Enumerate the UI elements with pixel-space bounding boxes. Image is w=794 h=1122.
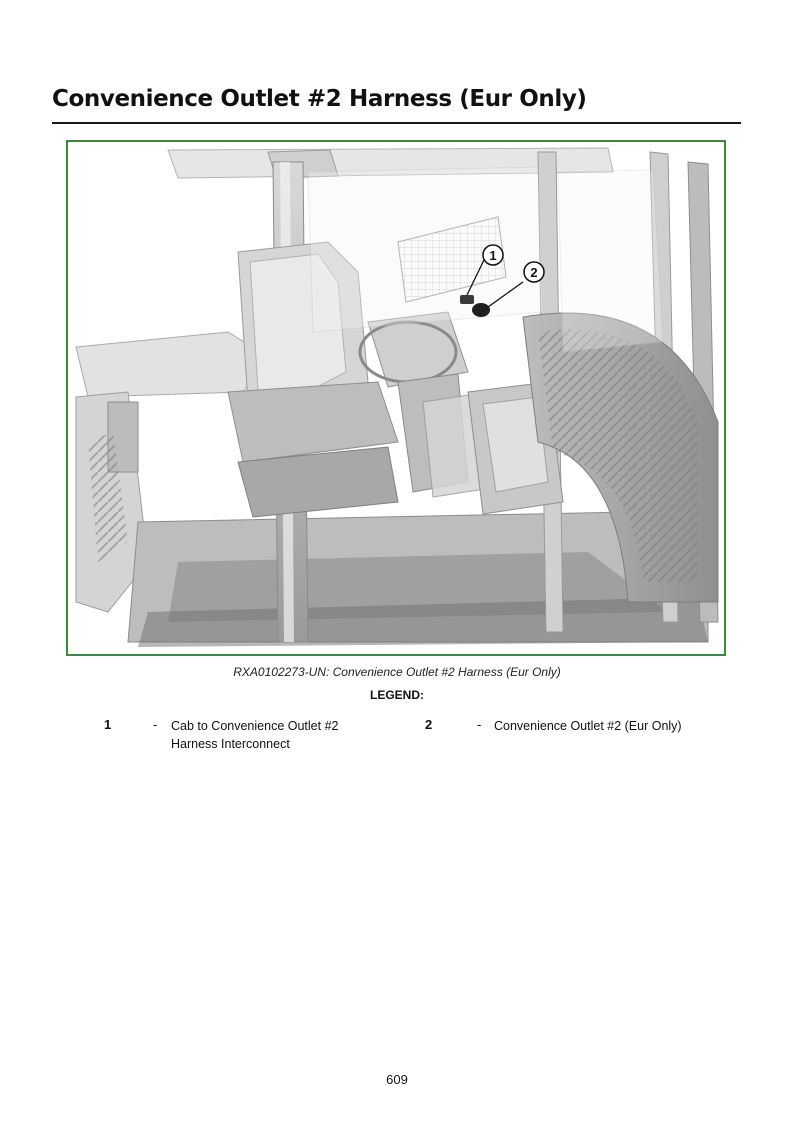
legend-item-1-description	[171, 717, 371, 753]
legend-item-2-number: 2	[425, 717, 433, 732]
outlet-part	[472, 303, 490, 317]
legend-item-1-dash: -	[153, 717, 158, 732]
legend-item-2-description	[494, 717, 734, 735]
title-divider	[52, 122, 741, 124]
legend-title: LEGEND:	[370, 688, 424, 702]
svg-text:2: 2	[530, 265, 538, 280]
legend-item-1-line1: Cab to Convenience Outlet #2	[171, 719, 339, 733]
callout-1	[483, 245, 503, 265]
page-title: Convenience Outlet #2 Harness (Eur Only)	[52, 86, 587, 112]
page-number: 609	[386, 1072, 408, 1087]
svg-text:1: 1	[489, 248, 497, 263]
figure-caption: RXA0102273-UN: Convenience Outlet #2 Harness (Eur Only)	[233, 665, 561, 679]
legend-item-1-line2: Harness Interconnect	[171, 737, 290, 751]
legend-item-1-number: 1	[104, 717, 112, 732]
callout-2	[524, 262, 544, 282]
cab-illustration	[68, 142, 724, 654]
figure-frame	[66, 140, 726, 656]
legend-item-2-dash: -	[477, 717, 482, 732]
harness-connector-part	[460, 295, 474, 304]
legend-item-2-line1: Convenience Outlet #2 (Eur Only)	[494, 719, 682, 733]
